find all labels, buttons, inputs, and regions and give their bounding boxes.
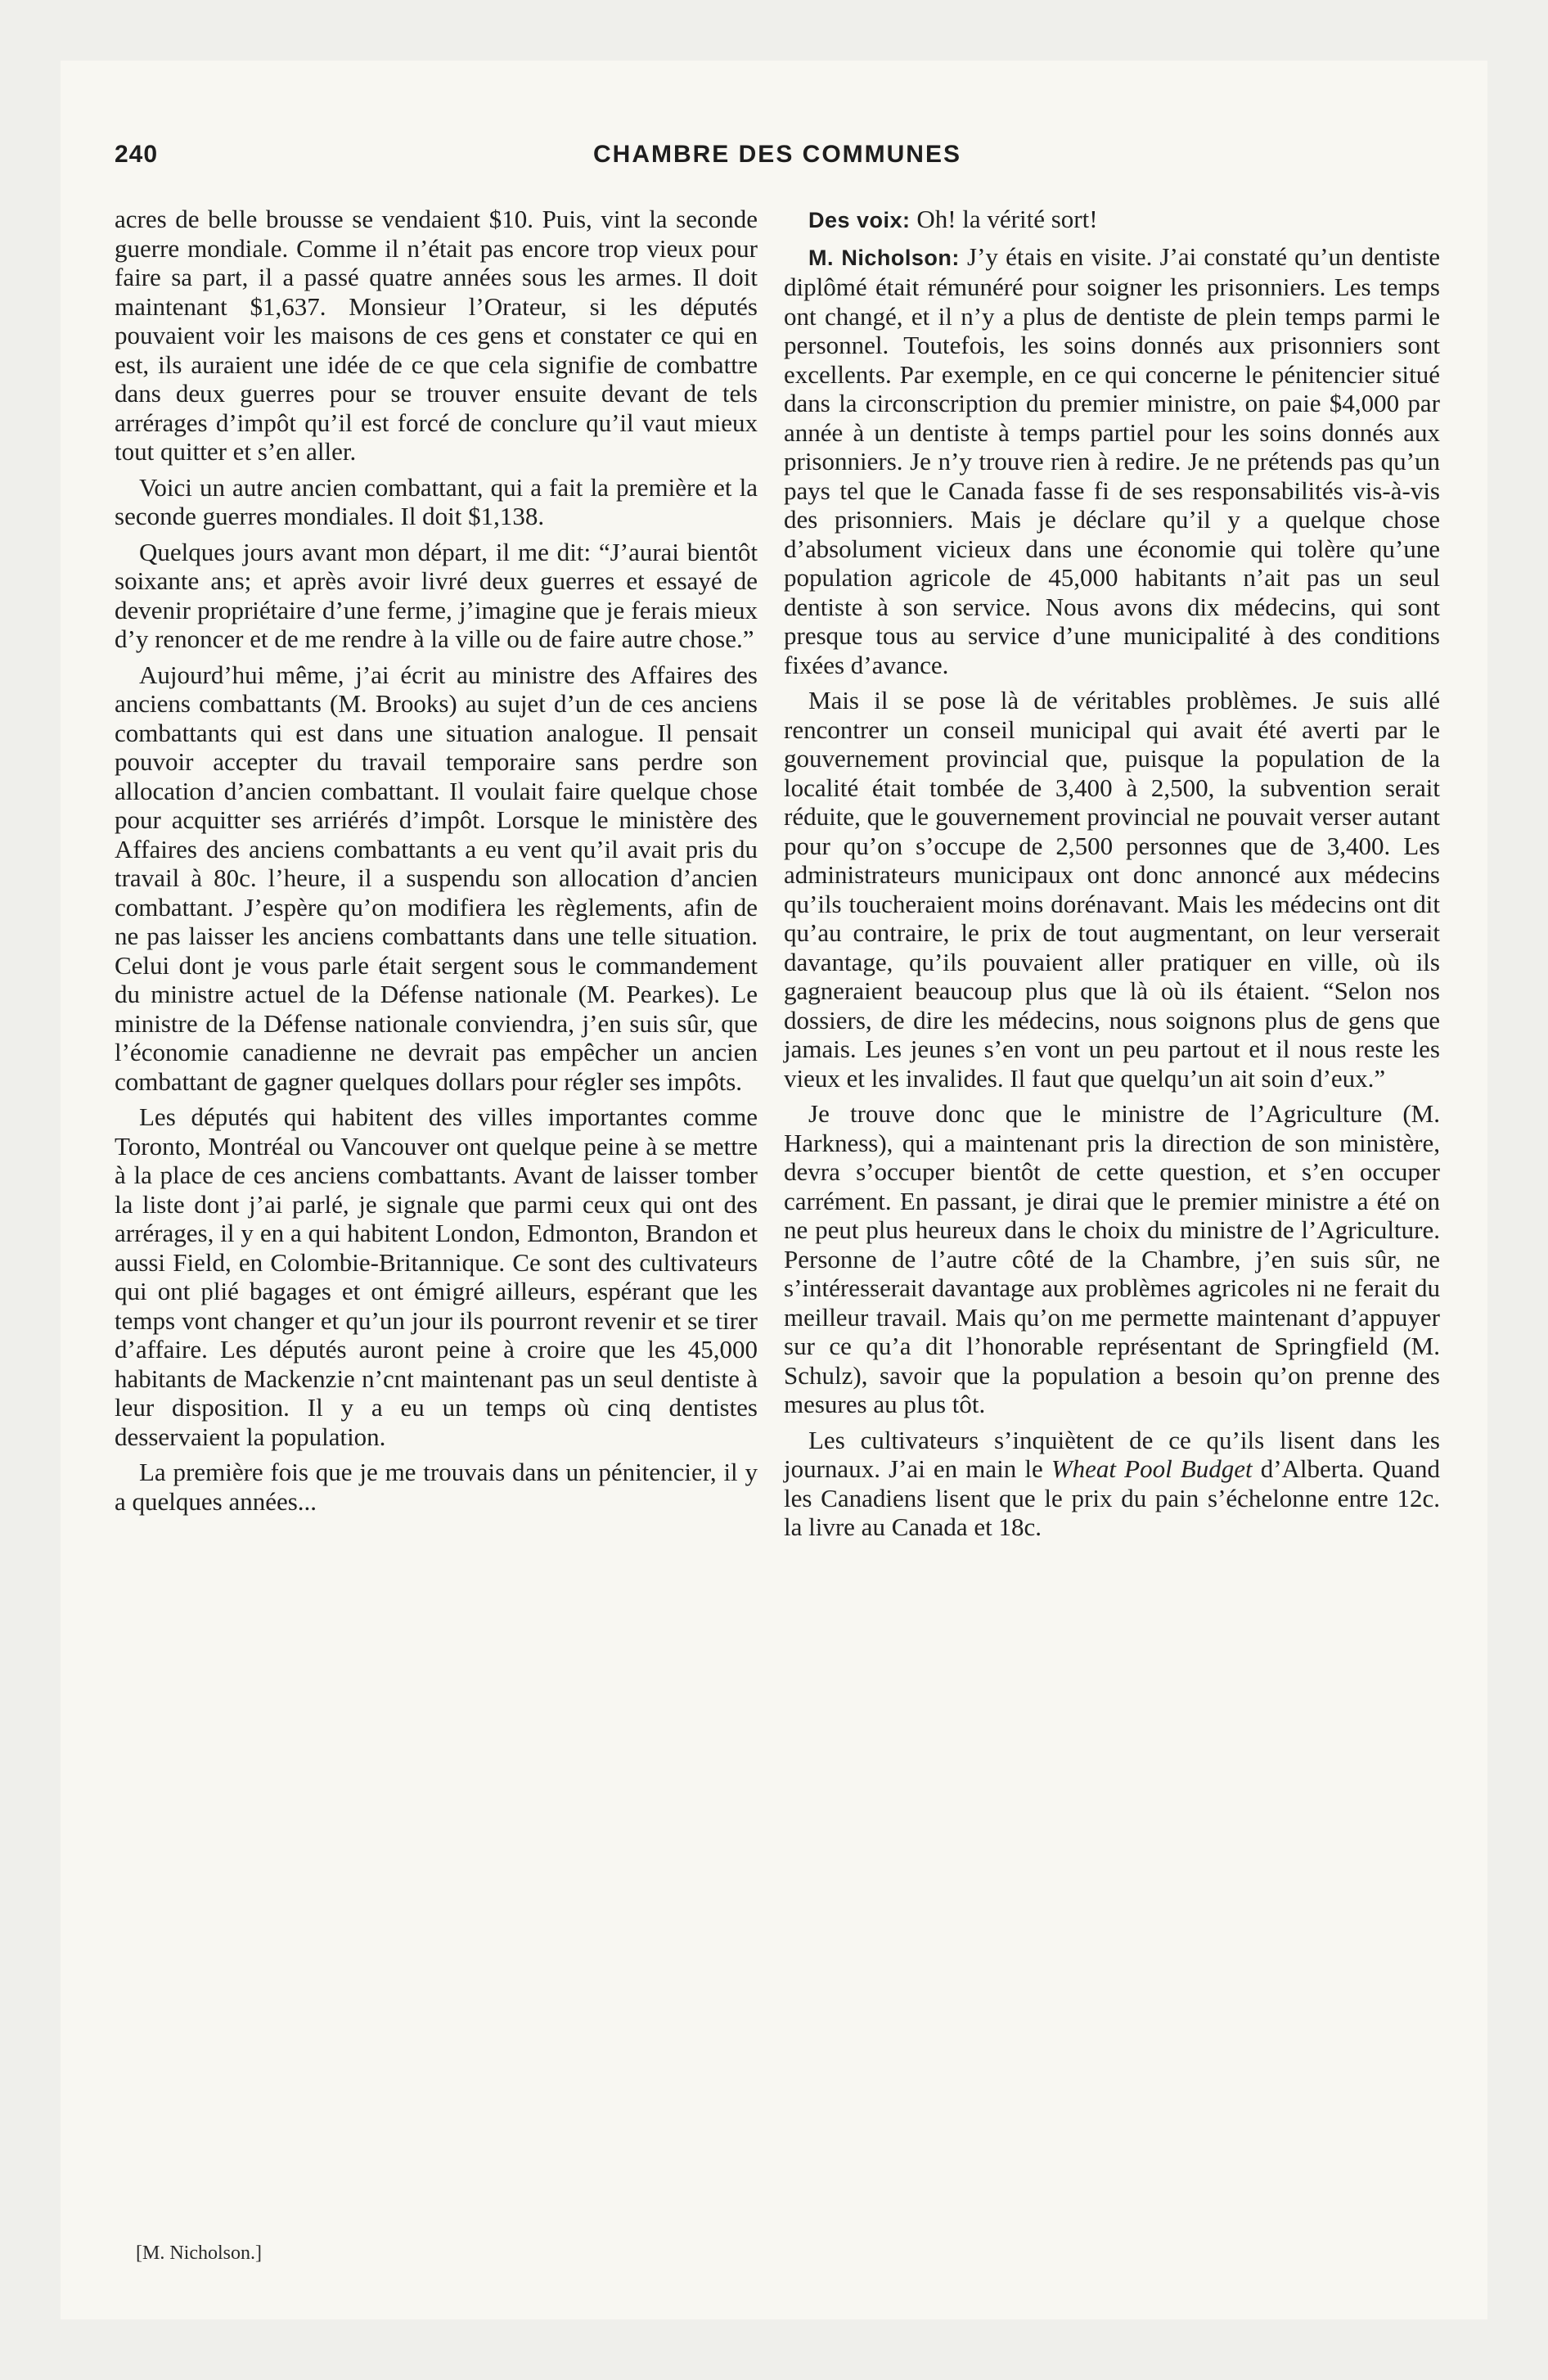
paragraph: La première fois que je me trouvais dans un pénitencier, il y a quelques années... [115,1458,758,1516]
page-number: 240 [115,141,159,168]
publication-title: Wheat Pool Budget [1051,1454,1253,1483]
left-column [115,205,758,1522]
speech-paragraph [784,242,1440,680]
speaker-signature: [M. Nicholson.] [136,2243,262,2264]
speaker-label: Des voix: [808,208,911,232]
paragraph: Voici un autre ancien combattant, qui a fait la première et la seconde guerres mondiales. Il doit $1,138. [115,472,758,530]
paragraph: Je trouve donc que le ministre de l’Agriculture (M. Harkness), qui a maintenant pris la direction de son ministère, devra s’occuper bientôt de cette question, et s’en occuper carrément. En passant, je dirai que le premier ministre a été on ne peut plus heureux dans le choix du ministre de l’Agriculture. Personne de l’autre côté de la Chambre, j’en suis sûr, ne s’intéresserait davantage aux problèmes agricoles ni ne ferait du meilleur travail. Mais qu’on me permette maintenant d’appuyer sur ce qu’a dit l’honorable représentant de Springfield (M. Schulz), savoir que la population a besoin qu’on prenne des mesures au plus tôt. [784,1099,1440,1418]
text-run: d’Alberta. Quand les Canadiens lisent que le prix du pain s’échelonne entre 12c. la livre au Canada et 18c. [784,1454,1440,1541]
paragraph: Quelques jours avant mon départ, il me dit: “J’aurai bientôt soixante ans; et après avoir livré deux guerres et essayé de devenir propriétaire d’une ferme, j’imagine que je ferais mieux d’y renoncer et de me rendre à la ville ou de faire autre chose.” [115,537,758,653]
paragraph: acres de belle brousse se vendaient $10. Puis, vint la seconde guerre mondiale. Comme il n’était pas encore trop vieux pour faire sa part, il a passé quatre années sous les armes. Il doit maintenant $1,637. Monsieur l’Orateur, si les députés pouvaient voir les maisons de ces gens et constater ce qui en est, ils auraient une idée de ce que cela signifie de combattre dans deux guerres pour se trouver ensuite devant de tels arrérages d’impôt qu’il est forcé de conclure qu’il vaut mieux tout quitter et s’en aller. [115,205,758,466]
paragraph: Mais il se pose là de véritables problèmes. Je suis allé rencontrer un conseil municipal qui avait été averti par le gouvernement provincial que, puisque la population de la localité était tombée de 3,400 à 2,500, la subvention serait réduite, que le gouvernement provincial ne pouvait verser autant pour qu’on s’occupe de 2,500 personnes que de 3,400. Les administrateurs municipaux ont donc annoncé aux médecins qu’ils toucheraient moins dorénavant. Mais les médecins ont dit qu’au contraire, le prix de tout augmentant, on leur verserait davantage, qu’ils pouvaient aller pratiquer en ville, où ils gagneraient beaucoup plus que là où ils étaient. “Selon nos dossiers, de dire les médecins, nous soignons plus de gens que jamais. Les jeunes s’en vont un peu partout et il nous reste les vieux et les invalides. Il faut que quelqu’un ait soin d’eux.” [784,686,1440,1093]
paragraph: Les députés qui habitent des villes importantes comme Toronto, Montréal ou Vancouver ont quelque peine à se mettre à la place de ces anciens combattants. Avant de laisser tomber la liste dont j’ai parlé, je signale que parmi ceux qui ont des arrérages, il y en a qui habitent London, Edmonton, Brandon et aussi Field, en Colombie-Britannique. Ce sont des cultivateurs qui ont plié bagages et ont émigré ailleurs, espérant que les temps vont changer et qu’un jour ils pourront revenir et se tirer d’affaire. Les députés auront peine à croire que les 45,000 habitants de Mackenzie n’cnt maintenant pas un seul dentiste à leur disposition. Il y a eu un temps où cinq dentistes desservaient la population. [115,1102,758,1451]
speech-paragraph [784,205,1440,236]
speaker-label: M. Nicholson: [808,245,960,270]
speech-text: Oh! la vérité sort! [916,205,1098,233]
page-header [115,141,1440,177]
right-column [784,205,1440,1548]
paragraph: Aujourd’hui même, j’ai écrit au ministre des Affaires des anciens combattants (M. Brooks) au sujet d’un de ces anciens combattants qui est dans une situation analogue. Il pensait pouvoir accepter du travail temporaire sans perdre son allocation d’ancien combattant. Il voulait faire quelque chose pour acquitter ses arriérés d’impôt. Lorsque le ministère des Affaires des anciens combattants a eu vent qu’il avait pris du travail à 80c. l’heure, il a suspendu son allocation d’ancien combattant. J’espère qu’on modifiera les règlements, afin de ne pas laisser les anciens combattants dans une telle situation. Celui dont je vous parle était sergent sous le commandement du ministre actuel de la Défense nationale (M. Pearkes). Le ministre de la Défense nationale conviendra, j’en suis sûr, que l’économie canadienne ne devrait pas empêcher un ancien combattant de gagner quelques dollars pour régler ses impôts. [115,660,758,1096]
speech-text: J’y étais en visite. J’ai constaté qu’un dentiste diplômé était rémunéré pour soigner les prisonniers. Les temps ont changé, et il n’y a plus de dentiste de plein temps parmi le personnel. Toutefois, les soins donnés aux prisonniers sont excellents. Par exemple, en ce qui concerne le pénitencier situé dans la circonscription du premier ministre, on paie $4,000 par année à un dentiste à temps partiel pour les soins donnés aux prisonniers. Je n’y trouve rien à redire. Je ne prétends pas qu’un pays tel que le Canada fasse fi de ses responsabilités vis-à-vis des prisonniers. Mais je déclare qu’il y a quelque chose d’absolument vicieux dans une économie qui tolère qu’une population agricole de 45,000 habitants n’ait pas un seul dentiste à son service. Nous avons dix médecins, qui sont presque tous au service d’une municipalité à des conditions fixées d’avance. [784,241,1441,679]
running-title: CHAMBRE DES COMMUNES [592,141,961,168]
text-run: Les cultivateurs s’inquiètent de ce qu’ils lisent dans les journaux. J’ai en main le [784,1425,1440,1483]
paragraph [784,1426,1440,1542]
